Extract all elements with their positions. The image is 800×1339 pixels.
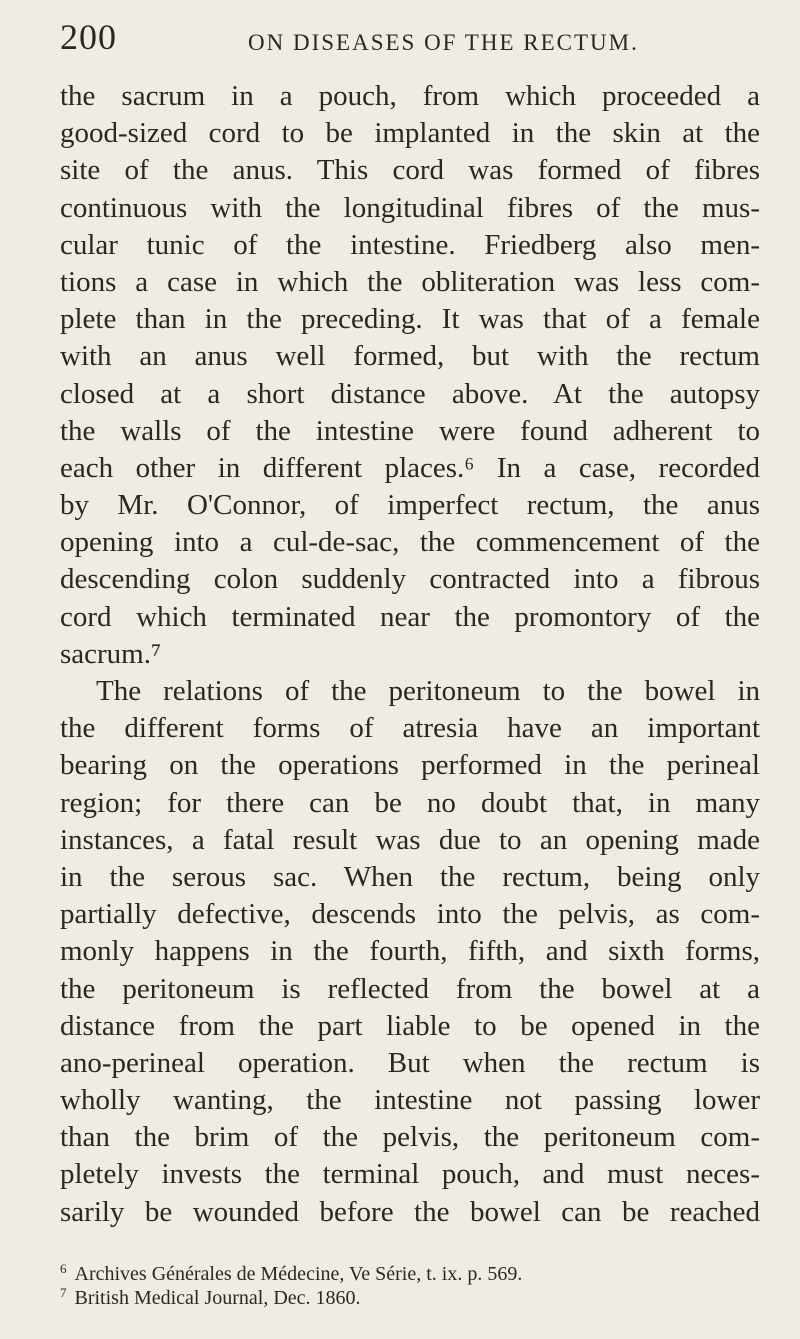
text-line: descending colon suddenly contracted into a fibrous xyxy=(60,563,760,596)
footnotes xyxy=(60,1257,760,1309)
text-line: opening into a cul-de-sac, the commencement of the xyxy=(60,526,760,559)
text-line: tions a case in which the obliteration was less com- xyxy=(60,265,760,298)
text-line: than the brim of the pelvis, the peritoneum com- xyxy=(60,1121,760,1154)
text-line: cular tunic of the intestine. Friedberg also men- xyxy=(60,228,760,261)
text-line: site of the anus. This cord was formed of fibres xyxy=(60,154,760,187)
text-line: continuous with the longitudinal fibres of the mus- xyxy=(60,191,760,224)
text-line: monly happens in the fourth, fifth, and sixth forms, xyxy=(60,935,760,968)
text-line: good-sized cord to be implanted in the skin at the xyxy=(60,117,760,150)
body-text xyxy=(60,78,760,1231)
text-line: closed at a short distance above. At the autopsy xyxy=(60,377,760,410)
text-line: bearing on the operations performed in the perineal xyxy=(60,749,760,782)
running-head: ON DISEASES OF THE RECTUM. xyxy=(248,30,639,55)
page-number: 200 xyxy=(60,17,117,57)
text-line: the walls of the intestine were found adherent to xyxy=(60,414,760,447)
text-line: in the serous sac. When the rectum, being only xyxy=(60,860,760,893)
text-line: wholly wanting, the intestine not passing lower xyxy=(60,1084,760,1117)
text-line: sacrum.⁷ xyxy=(60,637,162,670)
text-line: the peritoneum is reflected from the bowel at a xyxy=(60,972,760,1005)
text-line: the sacrum in a pouch, from which proceeded a xyxy=(60,80,760,112)
text-line: distance from the part liable to be opened in the xyxy=(60,1009,760,1042)
text-line: pletely invests the terminal pouch, and must neces- xyxy=(60,1158,760,1191)
footnote-text: Archives Générales de Médecine, Ve Série, t. ix. p. 569. xyxy=(74,1263,523,1285)
footnote-text: British Medical Journal, Dec. 1860. xyxy=(74,1287,361,1309)
text-line: plete than in the preceding. It was that of a female xyxy=(60,303,760,336)
text-line: by Mr. O'Connor, of imperfect rectum, the anus xyxy=(60,489,760,522)
text-line: The relations of the peritoneum to the bowel in xyxy=(96,675,760,707)
footnote-mark: 6 xyxy=(60,1261,67,1276)
text-line: ano-perineal operation. But when the rectum is xyxy=(60,1046,760,1079)
text-line: partially defective, descends into the pelvis, as com- xyxy=(60,898,760,931)
text-line: each other in different places.⁶ In a case, recorded xyxy=(60,451,760,484)
text-line: instances, a fatal result was due to an opening made xyxy=(60,823,760,856)
footnote xyxy=(60,1257,760,1285)
text-line: cord which terminated near the promontory of the xyxy=(60,600,760,633)
text-line: the different forms of atresia have an important xyxy=(60,712,760,745)
footnote-mark: 7 xyxy=(60,1285,67,1300)
text-line: sarily be wounded before the bowel can be reached xyxy=(60,1195,760,1228)
text-line: with an anus well formed, but with the rectum xyxy=(60,340,760,373)
text-line: region; for there can be no doubt that, in many xyxy=(60,786,760,819)
page-header xyxy=(60,16,760,64)
